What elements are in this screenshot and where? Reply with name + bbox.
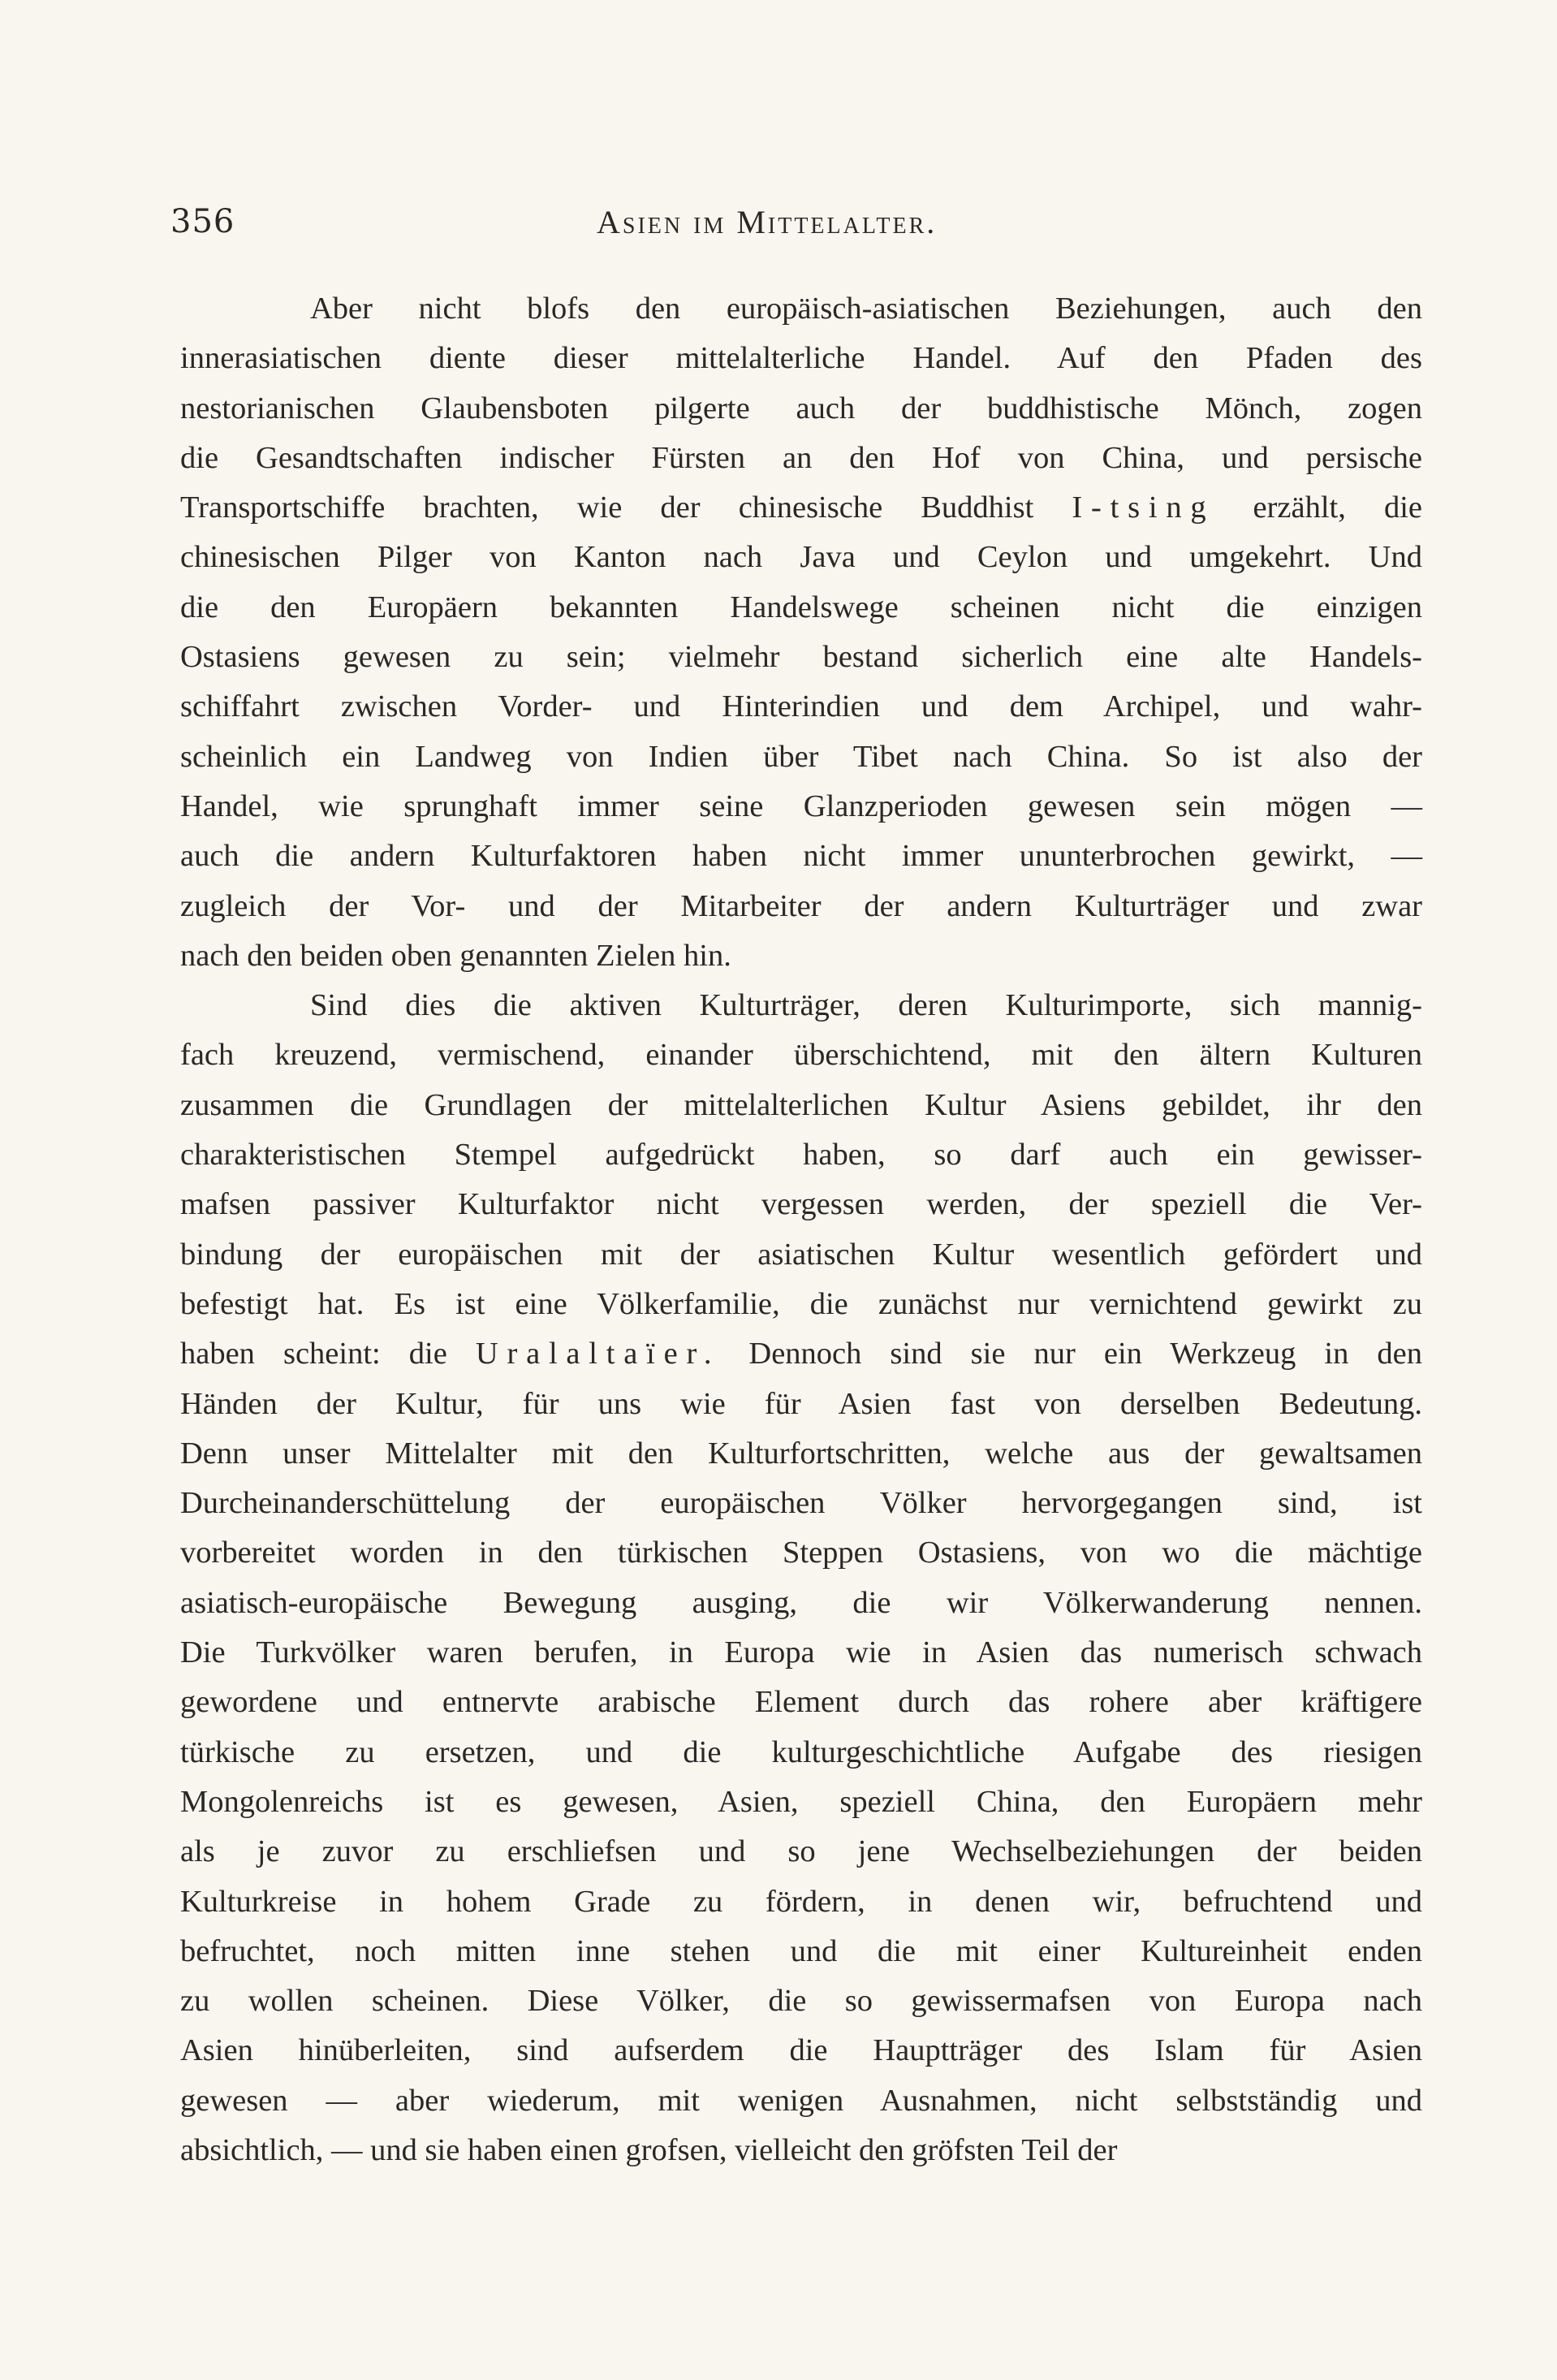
text-segment: fach kreuzend, vermischend, einander überschichtend, mit den ältern Kulturen xyxy=(180,1038,1422,1073)
text-line xyxy=(180,384,1422,434)
text-line xyxy=(180,782,1422,831)
text-line xyxy=(180,931,1422,981)
text-line xyxy=(180,1130,1422,1180)
text-line xyxy=(180,2076,1422,2126)
text-segment: Händen der Kultur, für uns wie für Asien fast von derselben Bedeutung. xyxy=(180,1386,1422,1421)
text-segment: gewordene und entnervte arabische Element durch das rohere aber kräftigere xyxy=(180,1685,1422,1720)
text-line xyxy=(180,1628,1422,1678)
text-line xyxy=(180,1429,1422,1479)
text-line xyxy=(180,1380,1422,1429)
text-segment: Denn unser Mittelalter mit den Kulturfortschritten, welche aus der gewaltsamen xyxy=(180,1436,1422,1471)
text-line xyxy=(180,1728,1422,1777)
text-segment: asiatisch-europäische Bewegung ausging, die wir Völkerwanderung nennen. xyxy=(180,1585,1422,1620)
text-segment: Durcheinanderschüttelung der europäischen Völker hervorgegangen sind, ist xyxy=(180,1486,1422,1521)
text-line xyxy=(180,1877,1422,1927)
text-line xyxy=(180,1081,1422,1130)
text-line xyxy=(180,1976,1422,2026)
text-line xyxy=(180,1030,1422,1080)
text-line xyxy=(180,2026,1422,2075)
text-segment: scheinlich ein Landweg von Indien über Tibet nach China. So ist also der xyxy=(180,739,1422,774)
text-segment: vorbereitet worden in den türkischen Steppen Ostasiens, von wo die mächtige xyxy=(180,1536,1422,1570)
text-line xyxy=(180,682,1422,732)
text-segment: Handel, wie sprunghaft immer seine Glanzperioden gewesen sein mögen — xyxy=(180,788,1422,823)
running-head: Asien im Mittelalter. xyxy=(597,204,938,240)
text-line xyxy=(180,1280,1422,1329)
text-line xyxy=(180,1927,1422,1976)
text-segment: Die Turkvölker waren berufen, in Europa wie in Asien das numerisch schwach xyxy=(180,1635,1422,1670)
text-line xyxy=(180,483,1422,533)
text-segment: die den Europäern bekannten Handelswege scheinen nicht die einzigen xyxy=(180,590,1422,624)
text-segment: türkische zu ersetzen, und die kulturgeschichtliche Aufgabe des riesigen xyxy=(180,1734,1422,1769)
text-segment: nestorianischen Glaubensboten pilgerte auch der buddhistische Mönch, zogen xyxy=(180,391,1422,425)
text-segment: zu wollen scheinen. Diese Völker, die so gewissermafsen von Europa nach xyxy=(180,1984,1422,2019)
text-segment: Sind dies die aktiven Kulturträger, deren Kulturimporte, sich mannig- xyxy=(310,988,1422,1023)
text-line xyxy=(180,831,1422,881)
text-line xyxy=(180,732,1422,782)
emphasized-name: I-tsing xyxy=(1072,490,1215,525)
text-segment: haben scheint: die xyxy=(180,1337,476,1371)
text-segment: auch die andern Kulturfaktoren haben nicht immer ununterbrochen gewirkt, — xyxy=(180,839,1422,874)
text-line xyxy=(180,882,1422,931)
text-segment: Mongolenreichs ist es gewesen, Asien, speziell China, den Europäern mehr xyxy=(180,1784,1422,1819)
text-line xyxy=(180,981,1422,1030)
body-text xyxy=(180,284,1422,2175)
text-line xyxy=(180,1180,1422,1229)
text-segment: zugleich der Vor- und der Mitarbeiter der andern Kulturträger und zwar xyxy=(180,888,1422,923)
text-segment: befestigt hat. Es ist eine Völkerfamilie, die zunächst nur vernichtend gewirkt zu xyxy=(180,1286,1422,1321)
text-line xyxy=(180,1230,1422,1280)
text-segment: innerasiatischen diente dieser mittelalterliche Handel. Auf den Pfaden des xyxy=(180,341,1422,376)
page-number: 356 xyxy=(170,203,235,240)
text-segment: schiffahrt zwischen Vorder- und Hinterindien und dem Archipel, und wahr- xyxy=(180,689,1422,724)
text-segment: gewesen — aber wiederum, mit wenigen Ausnahmen, nicht selbstständig und xyxy=(180,2083,1422,2118)
text-line xyxy=(180,1528,1422,1578)
text-line xyxy=(180,1329,1422,1379)
text-segment: die Gesandtschaften indischer Fürsten an den Hof von China, und persische xyxy=(180,440,1422,475)
text-segment: mafsen passiver Kulturfaktor nicht vergessen werden, der speziell die Ver- xyxy=(180,1187,1422,1222)
text-segment: bindung der europäischen mit der asiatischen Kultur wesentlich gefördert und xyxy=(180,1237,1422,1272)
text-segment: Kulturkreise in hohem Grade zu fördern, in denen wir, befruchtend und xyxy=(180,1884,1422,1919)
text-line xyxy=(180,1777,1422,1827)
text-line xyxy=(180,1678,1422,1727)
text-line xyxy=(180,1827,1422,1877)
text-segment: als je zuvor zu erschliefsen und so jene Wechselbeziehungen der beiden xyxy=(180,1834,1422,1869)
text-segment: charakteristischen Stempel aufgedrückt haben, so darf auch ein gewisser- xyxy=(180,1138,1422,1173)
text-segment: chinesischen Pilger von Kanton nach Java und Ceylon und umgekehrt. Und xyxy=(180,540,1422,575)
text-line xyxy=(180,633,1422,682)
text-segment: Asien hinüberleiten, sind aufserdem die Hauptträger des Islam für Asien xyxy=(180,2033,1422,2068)
text-segment: nach den beiden oben genannten Zielen hin. xyxy=(180,938,731,973)
text-line xyxy=(180,583,1422,633)
paragraph xyxy=(180,981,1422,2175)
text-segment: absichtlich, — und sie haben einen grofsen, vielleicht den gröfsten Teil der xyxy=(180,2132,1118,2167)
text-line xyxy=(180,2126,1422,2175)
text-segment: Transportschiffe brachten, wie der chinesische Buddhist xyxy=(180,490,1072,525)
text-line xyxy=(180,533,1422,582)
text-line xyxy=(180,284,1422,334)
text-segment: zusammen die Grundlagen der mittelalterlichen Kultur Asiens gebildet, ihr den xyxy=(180,1087,1422,1122)
text-line xyxy=(180,434,1422,483)
text-segment: Aber nicht blofs den europäisch-asiatischen Beziehungen, auch den xyxy=(310,292,1422,326)
paragraph xyxy=(180,284,1422,981)
text-segment: Ostasiens gewesen zu sein; vielmehr bestand sicherlich eine alte Handels- xyxy=(180,640,1422,675)
text-line xyxy=(180,334,1422,383)
text-segment: befruchtet, noch mitten inne stehen und die mit einer Kultureinheit enden xyxy=(180,1933,1422,1968)
text-line xyxy=(180,1579,1422,1628)
text-segment: erzählt, die xyxy=(1214,490,1423,525)
text-line xyxy=(180,1479,1422,1528)
emphasized-name: Uralaltaïer. xyxy=(475,1337,721,1371)
text-segment: Dennoch sind sie nur ein Werkzeug in den xyxy=(720,1337,1422,1371)
